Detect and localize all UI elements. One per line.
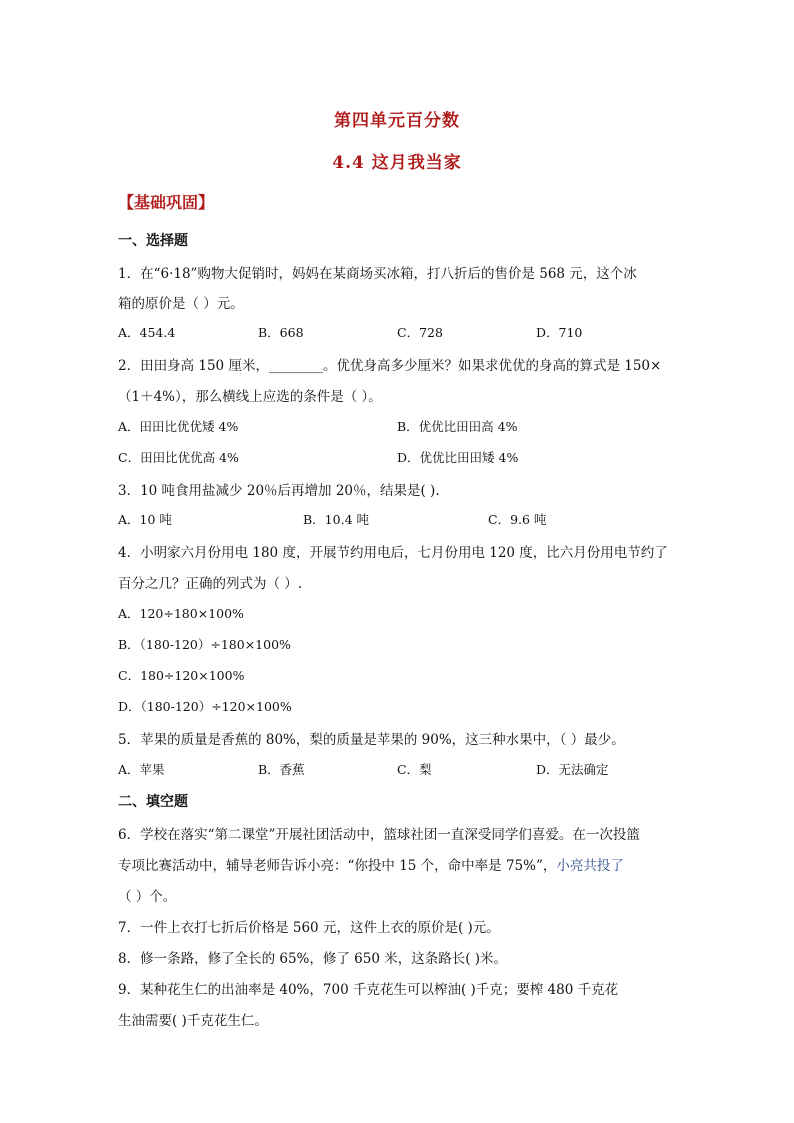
question-1-line-1: 1．在“6·18”购物大促销时，妈妈在某商场买冰箱，打八折后的售价是 568 元，这个冰 bbox=[118, 266, 637, 282]
question-3-option-a: A．10 吨 bbox=[118, 512, 172, 527]
question-9-line-2: 生油需要( )千克花生仁。 bbox=[118, 1013, 268, 1029]
question-5-option-a: A．苹果 bbox=[118, 762, 165, 777]
question-6-line-2-text: 专项比赛活动中，辅导老师告诉小亮：“你投中 15 个，命中率是 75%”， bbox=[118, 858, 557, 874]
question-2-line-2: （1＋4%），那么横线上应选的条件是（ ）。 bbox=[118, 389, 382, 405]
question-1-option-d: D．710 bbox=[536, 325, 583, 340]
question-6-line-2 bbox=[118, 854, 624, 874]
question-4-option-c: C．180÷120×100% bbox=[118, 668, 245, 683]
question-5-option-d: D．无法确定 bbox=[536, 762, 609, 777]
question-2-option-d: D．优优比田田矮 4% bbox=[397, 450, 519, 465]
question-4-line-2: 百分之几？正确的列式为（ ）. bbox=[118, 576, 303, 592]
question-4-option-a: A．120÷180×100% bbox=[118, 606, 244, 621]
question-6-line-2-highlight: 小亮共投了 bbox=[556, 858, 624, 874]
question-6-line-3: （ ）个。 bbox=[118, 889, 177, 905]
question-2-option-c: C．田田比优优高 4% bbox=[118, 450, 239, 465]
unit-title: 第四单元百分数 bbox=[334, 111, 460, 131]
question-4-line-1: 4．小明家六月份用电 180 度，开展节约用电后，七月份用电 120 度，比六月份用电节约了 bbox=[118, 545, 668, 561]
section-heading-fill: 二、填空题 bbox=[118, 794, 188, 810]
question-9-line-1: 9．某种花生仁的出油率是 40%，700 千克花生可以榨油( )千克；要榨 480 千克花 bbox=[118, 982, 619, 998]
question-1-option-c: C．728 bbox=[397, 325, 443, 340]
question-1-option-a: A．454.4 bbox=[118, 325, 176, 340]
question-3-option-b: B．10.4 吨 bbox=[303, 512, 369, 527]
question-2-line-1: 2．田田身高 150 厘米，________。优优身高多少厘米？如果求优优的身高的算式是 150× bbox=[118, 358, 662, 374]
question-6-line-1: 6．学校在落实“第二课堂”开展社团活动中，篮球社团一直深受同学们喜爱。在一次投篮 bbox=[118, 827, 640, 843]
question-1-option-b: B．668 bbox=[258, 325, 304, 340]
lesson-subtitle: 4.4 这月我当家 bbox=[332, 153, 462, 173]
question-7-line-1: 7．一件上衣打七折后价格是 560 元，这件上衣的原价是( )元。 bbox=[118, 920, 500, 936]
question-1-line-2: 箱的原价是（ ）元。 bbox=[118, 296, 244, 312]
question-5-option-b: B．香蕉 bbox=[258, 762, 305, 777]
question-5-option-c: C．梨 bbox=[397, 762, 432, 777]
question-2-option-a: A．田田比优优矮 4% bbox=[118, 419, 239, 434]
section-heading-choice: 一、选择题 bbox=[118, 233, 188, 249]
question-8-line-1: 8．修一条路，修了全长的 65%，修了 650 米，这条路长( )米。 bbox=[118, 951, 508, 967]
question-3-option-c: C．9.6 吨 bbox=[488, 512, 547, 527]
section-tag: 【基础巩固】 bbox=[118, 193, 215, 212]
question-4-option-d: D．（180-120）÷120×100% bbox=[118, 699, 292, 714]
question-2-option-b: B．优优比田田高 4% bbox=[397, 419, 518, 434]
question-5-line-1: 5．苹果的质量是香蕉的 80%，梨的质量是苹果的 90%，这三种水果中，（ ）最少。 bbox=[118, 732, 625, 748]
question-3-line-1: 3．10 吨食用盐减少 20％后再增加 20％，结果是( ). bbox=[118, 483, 440, 499]
question-4-option-b: B．（180-120）÷180×100% bbox=[118, 637, 291, 652]
